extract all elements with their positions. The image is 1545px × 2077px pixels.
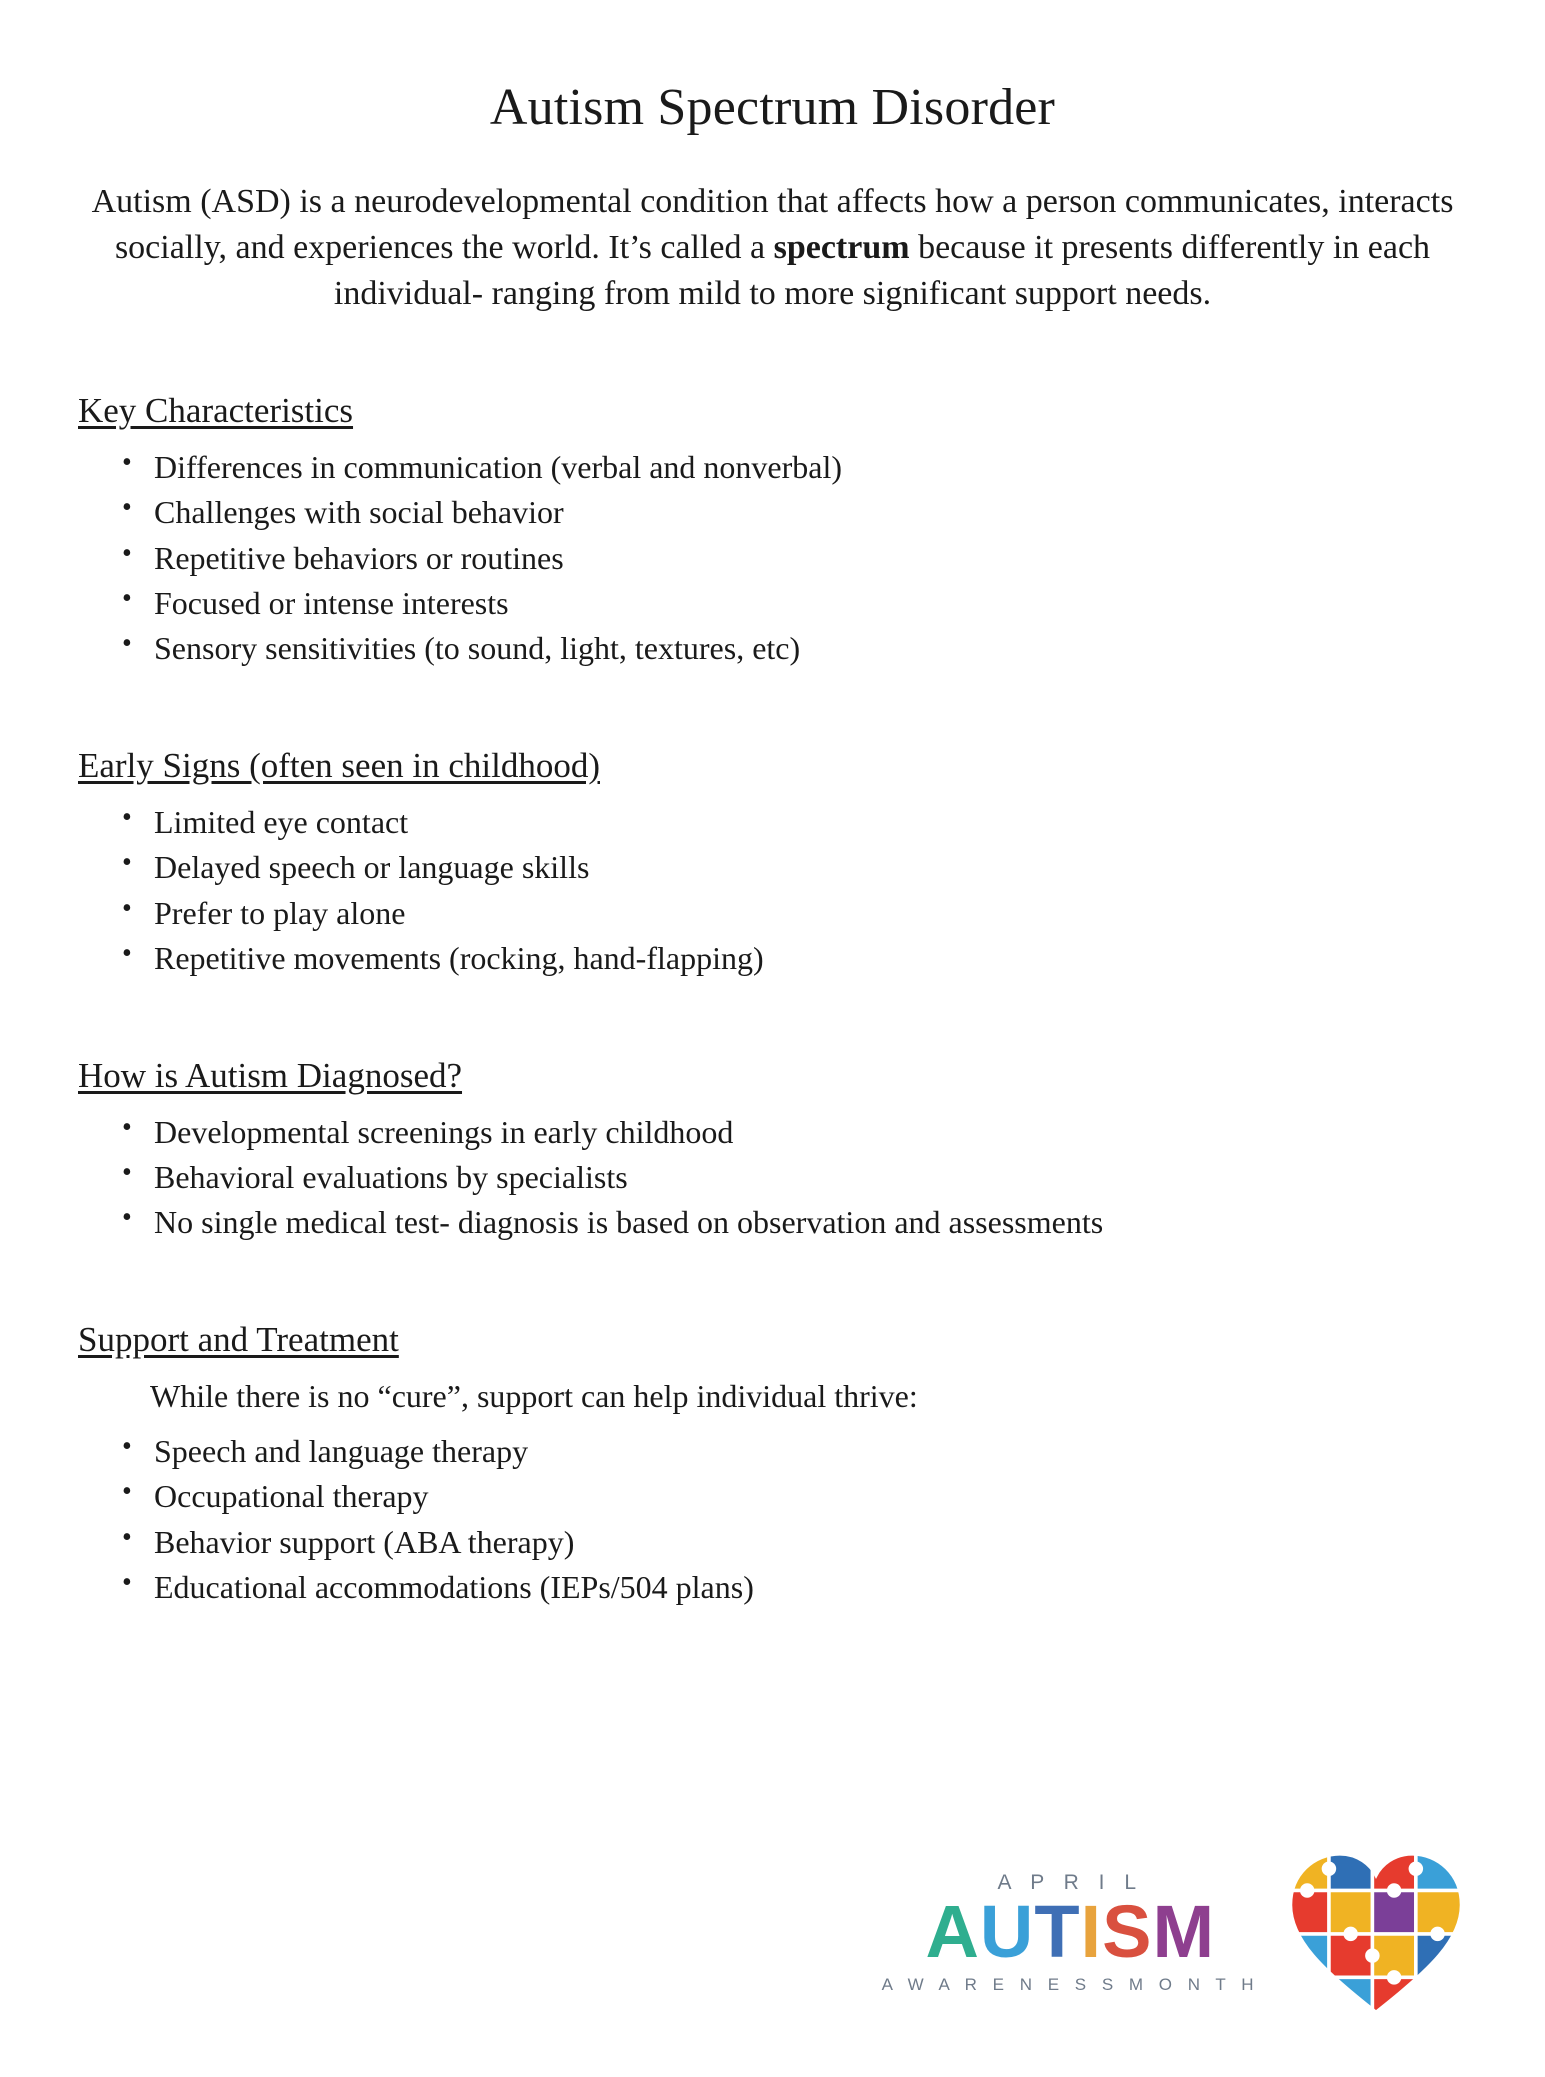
intro-part-2: because it presents differently in each individual- ranging from mild to more significant support needs. — [333, 228, 1431, 312]
list-item: • Repetitive movements (rocking, hand-flapping) — [150, 936, 1545, 981]
logo-month-label: A W A R E N E S S M O N T H — [881, 1975, 1259, 1995]
list-item: • Repetitive behaviors or routines — [150, 536, 1545, 581]
autism-awareness-logo — [882, 1847, 1467, 2019]
list-item: • Focused or intense interests — [150, 581, 1545, 626]
section-heading: Support and Treatment — [78, 1319, 399, 1359]
logo-wordmark — [882, 1871, 1259, 1995]
list-item: • Prefer to play alone — [150, 891, 1545, 936]
list-item: • Challenges with social behavior — [150, 490, 1545, 535]
list-item: • Developmental screenings in early childhood — [150, 1110, 1545, 1155]
section-heading: How is Autism Diagnosed? — [78, 1055, 463, 1095]
list-item: • Behavior support (ABA therapy) — [150, 1520, 1545, 1565]
list-item: • Delayed speech or language skills — [150, 845, 1545, 890]
puzzle-heart-icon — [1285, 1847, 1467, 2019]
section-subtext: While there is no “cure”, support can help individual thrive: — [150, 1377, 918, 1414]
intro-part-1: Autism (ASD) is a neurodevelopmental condition that affects how a person communicates, interacts socially, and experiences the world. It’s called a — [91, 183, 1454, 266]
section-key-characteristics — [0, 353, 1545, 672]
section-how-diagnosed — [0, 1018, 1545, 1246]
bullet-list — [0, 1110, 1545, 1246]
section-heading: Key Characteristics — [78, 390, 354, 430]
section-heading: Early Signs (often seen in childhood) — [78, 745, 600, 785]
section-support-treatment — [0, 1282, 1545, 1611]
section-early-signs — [0, 708, 1545, 982]
logo-april-label: A P R I L — [997, 1870, 1144, 1894]
logo-autism-word: A U T I S M — [925, 1889, 1216, 1973]
list-item: • Speech and language therapy — [150, 1429, 1545, 1474]
list-item: • Behavioral evaluations by specialists — [150, 1155, 1545, 1200]
intro-paragraph — [90, 179, 1455, 317]
bullet-list — [0, 1429, 1545, 1611]
list-item: • Limited eye contact — [150, 800, 1545, 845]
page-title: Autism Spectrum Disorder — [489, 79, 1056, 136]
list-item: • Sensory sensitivities (to sound, light, textures, etc) — [150, 626, 1545, 671]
list-item: • Educational accommodations (IEPs/504 plans) — [150, 1565, 1545, 1610]
intro-bold-spectrum: spectrum — [773, 228, 910, 266]
document-page — [0, 78, 1545, 2077]
bullet-list — [0, 445, 1545, 672]
list-item: • Occupational therapy — [150, 1474, 1545, 1519]
list-item: • Differences in communication (verbal and nonverbal) — [150, 445, 1545, 490]
bullet-list — [0, 800, 1545, 982]
list-item: • No single medical test- diagnosis is based on observation and assessments — [150, 1200, 1545, 1245]
